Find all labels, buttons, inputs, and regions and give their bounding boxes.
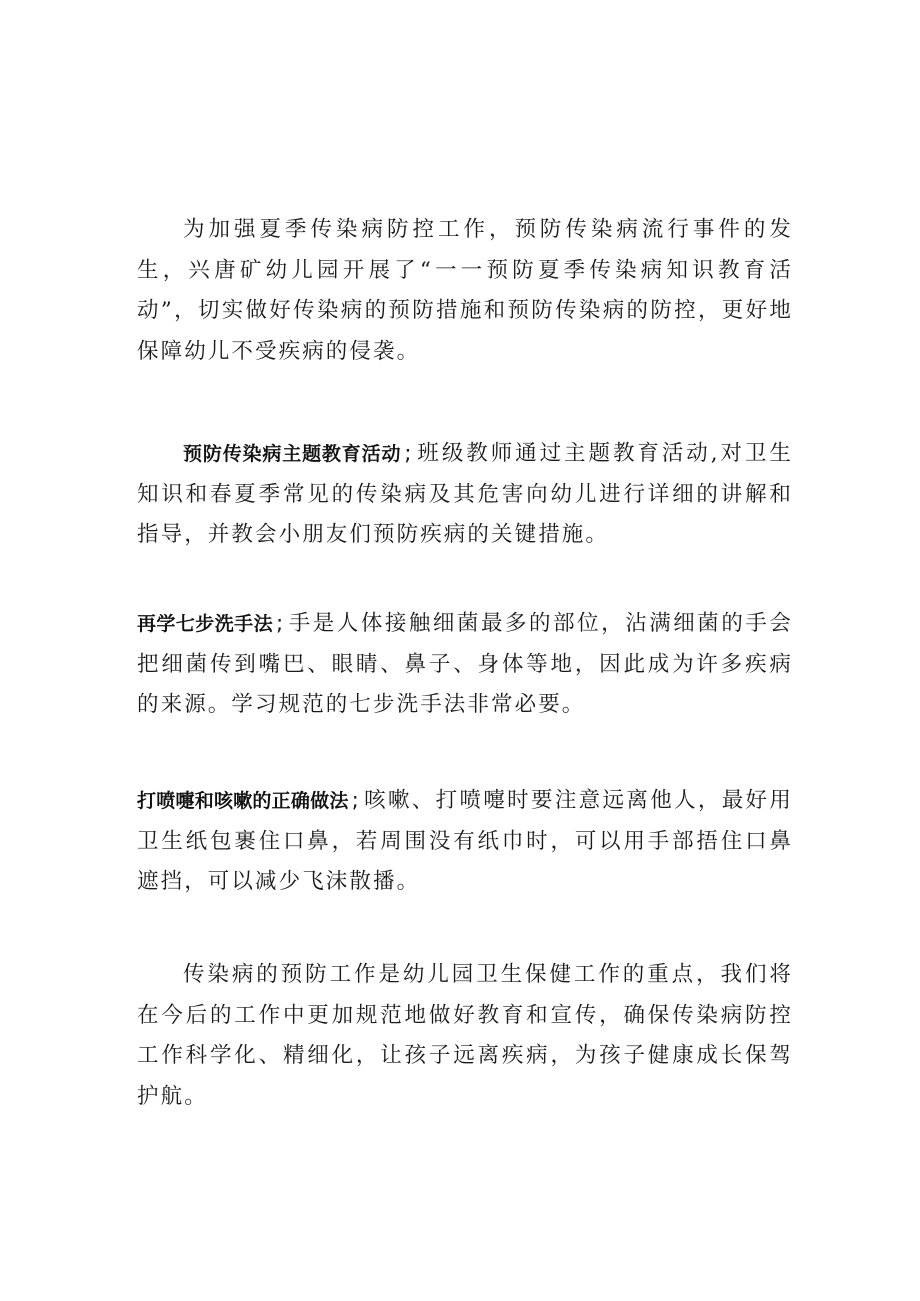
section-separator: ; [276, 611, 284, 636]
section-heading-handwashing: 再学七步洗手法 [137, 613, 274, 635]
section-separator: ; [404, 441, 412, 466]
intro-paragraph: 为加强夏季传染病防控工作，预防传染病流行事件的发生，兴唐矿幼儿园开展了“一一预防夏季传染病知识教育活动”，切实做好传染病的预防措施和预防传染病的防控，更好地保障幼儿不受疾病的侵袭。 [137, 217, 793, 364]
section-paragraph-theme-education [137, 434, 793, 556]
section-paragraph-sneeze-cough [137, 781, 793, 903]
section-heading-sneeze-cough: 打喷嚏和咳嗽的正确做法 [137, 790, 349, 812]
section-body-handwashing: 手是人体接触细菌最多的部位，沾满细菌的手会把细菌传到嘴巴、眼睛、鼻子、身体等地，因此成为许多疾病的来源。学习规范的七步洗手法非常必要。 [137, 611, 793, 717]
section-separator: ; [351, 788, 359, 813]
section-paragraph-handwashing [137, 604, 793, 726]
section-heading-theme-education: 预防传染病主题教育活动 [183, 443, 402, 465]
section-body-theme-education: 班级教师通过主题教育活动,对卫生知识和春夏季常见的传染病及其危害向幼儿进行详细的讲解和指导，并教会小朋友们预防疾病的关键措施。 [137, 441, 793, 547]
section-body-sneeze-cough: 咳嗽、打喷嚏时要注意远离他人，最好用卫生纸包裹住口鼻，若周围没有纸巾时，可以用手部捂住口鼻遮挡，可以减少飞沫散播。 [137, 788, 793, 894]
conclusion-paragraph: 传染病的预防工作是幼儿园卫生保健工作的重点，我们将在今后的工作中更加规范地做好教育和宣传，确保传染病防控工作科学化、精细化，让孩子远离疾病，为孩子健康成长保驾护航。 [137, 962, 793, 1109]
